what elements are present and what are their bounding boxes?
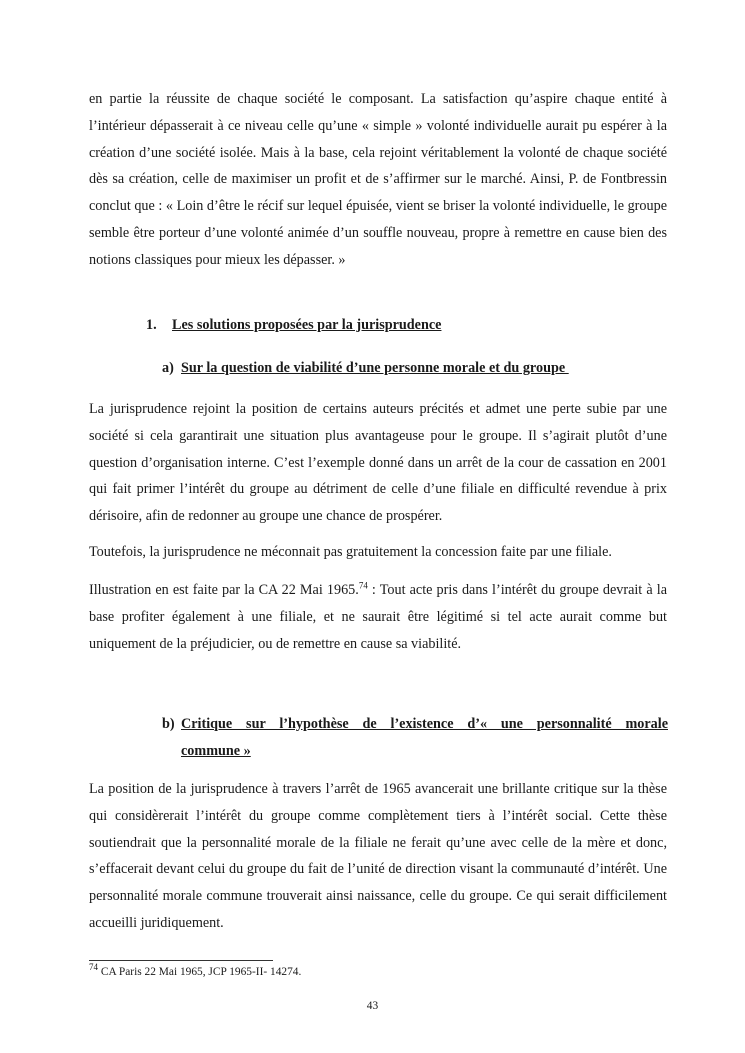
footnote-number: 74 <box>89 962 98 973</box>
page-number: 43 <box>366 1000 379 1012</box>
section-title: Les solutions proposées par la jurisprudence <box>172 317 442 333</box>
subsection-label-b: b) <box>162 716 175 732</box>
footnote-text: CA Paris 22 Mai 1965, JCP 1965-II- 14274. <box>98 966 302 978</box>
subsection-title-b-line2: commune » <box>181 743 251 759</box>
subsection-title-b <box>181 711 668 765</box>
section-heading-1 <box>146 314 441 336</box>
paragraph-illustration <box>89 577 667 657</box>
illustration-text-start: Illustration en est faite par la CA 22 Mai 1965. <box>89 582 359 598</box>
subsection-title-a: Sur la question de viabilité d’une personne morale et du groupe <box>181 360 569 376</box>
subsection-title-b-line1: Critique sur l’hypothèse de l’existence d’« une personnalité morale <box>181 716 668 732</box>
subsection-heading-a <box>162 357 569 379</box>
footnote-reference: 74 <box>358 580 368 591</box>
paragraph-jurisprudence: La jurisprudence rejoint la position de certains auteurs précités et admet une perte subie par une société si cela garantirait une situation plus avantageuse pour le groupe. Il s’agirait plutôt d’une question d’organisation interne. C’est l’exemple donné dans un arrêt de la cour de cassation en 2001 qui fait primer l’intérêt du groupe au détriment de celle d’une filiale en difficulté revendue à prix dérisoire, afin de redonner au groupe une chance de prospérer. <box>89 401 667 525</box>
paragraph-critique: La position de la jurisprudence à travers l’arrêt de 1965 avancerait une brillante critique sur la thèse qui considèrerait l’intérêt du groupe comme complètement tiers à l’intérêt social. Cette thèse soutiendrait que la personnalité morale de la filiale ne ferait qu’une avec celle de la mère et donc, s’effacerait devant celui du groupe du fait de l’unité de direction visant la communauté d’intérêt. Une personnalité morale commune trouverait ainsi naissance, celle du groupe. Ce qui serait difficilement accueilli juridiquement. <box>89 781 667 931</box>
footnote <box>89 962 302 979</box>
subsection-label-a: a) <box>162 360 174 376</box>
subsection-heading-b <box>162 711 668 765</box>
paragraph-intro: en partie la réussite de chaque société le composant. La satisfaction qu’aspire chaque entité à l’intérieur dépasserait à ce niveau celle qu’une « simple » volonté individuelle aurait pu espérer à la création d’une société isolée. Mais à la base, cela rejoint véritablement la volonté de chaque société dès sa création, celle de maximiser un profit et de s’affirmer sur le marché. Ainsi, P. de Fontbressin conclut que : « Loin d’être le récif sur lequel épuisée, vient se briser la volonté individuelle, le groupe semble être porteur d’une volonté animée d’un souffle nouveau, propre à remettre en cause bien des notions classiques pour mieux les dépasser. » <box>89 91 667 268</box>
section-number: 1. <box>146 317 157 333</box>
illustration-text-end: : Tout acte pris dans l’intérêt du groupe devrait à la base profiter également à une filiale, et ne saurait être légitimé si tel acte aurait comme but uniquement de la préjudicier, ou de remettre en cause sa viabilité. <box>89 582 667 652</box>
paragraph-toutefois: Toutefois, la jurisprudence ne méconnait pas gratuitement la concession faite par une filiale. <box>89 544 612 560</box>
footnote-divider <box>89 960 273 961</box>
